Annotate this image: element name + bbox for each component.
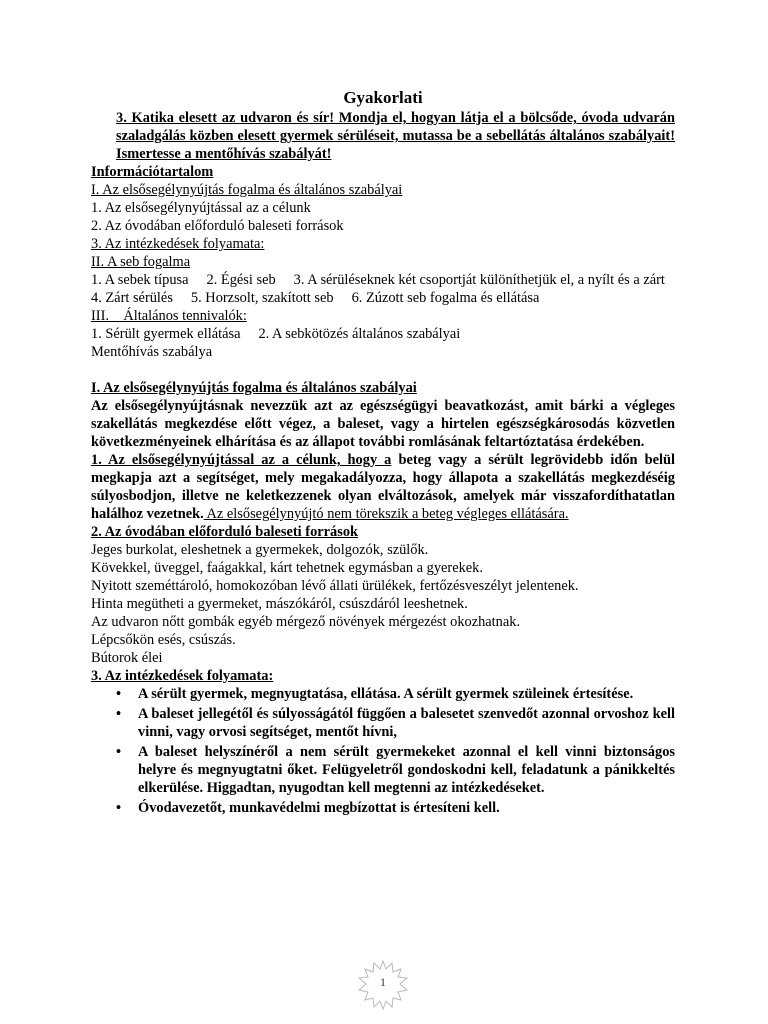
toc-section-2: II. A seb fogalma	[91, 254, 191, 270]
section-3-heading: 3. Az intézkedések folyamata:	[91, 668, 274, 684]
bullet-icon: •	[116, 800, 122, 816]
spacer	[91, 361, 675, 379]
hazard-line: Az udvaron nőtt gombák egyéb mérgező növények mérgezést okozhatnak.	[91, 614, 521, 630]
bullet-icon: •	[116, 686, 122, 702]
page-number-badge	[356, 958, 410, 1012]
hazard-line: Lépcsőkön esés, csúszás.	[91, 632, 236, 648]
page-number: 1	[380, 975, 386, 989]
toc-items-2b: 4. Zárt sérülés 5. Horzsolt, szakított seb 6. Zúzott seb fogalma és ellátása	[91, 290, 540, 306]
toc-item-3-3: Mentőhívás szabálya	[91, 344, 213, 360]
toc-items-3: 1. Sérült gyermek ellátása 2. A sebkötözés általános szabályai	[91, 326, 461, 342]
aim-paragraph	[91, 451, 675, 523]
hazard-line: Kövekkel, üveggel, faágakkal, kárt tehetnek egymásban a gyerekek.	[91, 560, 483, 576]
list-item: • Óvodavezetőt, munkavédelmi megbízottat is értesíteni kell.	[116, 800, 500, 816]
list-item: • A baleset jellegétől és súlyosságától függően a balesetet szenvedőt azonnal orvoshoz kell vinni, vagy orvosi segítséget, mentőt hívni,	[116, 706, 675, 740]
aim-tail: Az elsősegélynyújtó nem törekszik a beteg végleges ellátására.	[203, 506, 569, 522]
hazard-line: Bútorok élei	[91, 650, 163, 666]
toc-section-3: III. Általános tennivalók:	[91, 308, 247, 324]
page-title: Gyakorlati	[343, 88, 423, 107]
toc-items-2a: 1. A sebek típusa 2. Égési seb 3. A sérüléseknek két csoportját különíthetjük el, a nyílt és a zárt	[91, 272, 665, 288]
section-1-heading: I. Az elsősegélynyújtás fogalma és általános szabályai	[91, 380, 417, 396]
definition-paragraph: Az elsősegélynyújtásnak nevezzük azt az egészségügyi beavatkozást, amit bárki a végleges szakellátás megkezdése előtt végez, a baleset, vagy a hirtelen egészségkárosodás közvetlen következményeinek elhárítása és az állapot további romlásának feltartóztatása érdekében.	[91, 398, 675, 450]
aim-body: beteg vagy a sérült legrövidebb időn belül megkapja azt a segítséget, mely megakadályozza, hogy állapota a szakellátás megkezdéséig súlyosbodjon, illetve ne keletkezzenek olyan elváltozások, amelyek már visszafordíthatatlan halálhoz vezetnek.	[91, 452, 675, 522]
toc-heading: Információtartalom	[91, 164, 214, 180]
bullet-icon: •	[116, 706, 122, 722]
steps-list	[91, 685, 675, 817]
bullet-icon: •	[116, 744, 122, 760]
exam-question: 3. Katika elesett az udvaron és sír! Mondja el, hogyan látja el a bölcsőde, óvoda udvarán szaladgálás közben elesett gyermek sérüléseit, mutassa be a sebellátás általános szabályait! Ismertesse a mentőhívás szabályát!	[116, 110, 675, 162]
list-item: • A baleset helyszínéről a nem sérült gyermekeket azonnal el kell vinni biztonságos helyre és megnyugtatni őket. Felügyeletről gondoskodni kell, feladatunk a pánikkeltés elkerülése. Higgadtan, nyugodtan kell megtenni az intézkedéseket.	[116, 744, 675, 796]
hazard-line: Nyitott szeméttároló, homokozóban lévő állati ürülékek, fertőzésveszélyt jelentenek.	[91, 578, 579, 594]
hazard-line: Jeges burkolat, eleshetnek a gyermekek, dolgozók, szülők.	[91, 542, 429, 558]
toc-section-1: I. Az elsősegélynyújtás fogalma és általános szabályai	[91, 182, 403, 198]
hazard-line: Hinta megütheti a gyermeket, mászókáról, csúszdáról leeshetnek.	[91, 596, 468, 612]
toc-item-1-2: 2. Az óvodában előforduló baleseti források	[91, 218, 344, 234]
document-page	[91, 87, 675, 819]
list-item: • A sérült gyermek, megnyugtatása, ellátása. A sérült gyermek szüleinek értesítése.	[116, 686, 634, 702]
toc-item-1-3: 3. Az intézkedések folyamata:	[91, 236, 265, 252]
aim-lead: 1. Az elsősegélynyújtással az a célunk, hogy a	[91, 452, 392, 468]
section-2-heading: 2. Az óvodában előforduló baleseti források	[91, 524, 359, 540]
toc-item-1-1: 1. Az elsősegélynyújtással az a célunk	[91, 200, 311, 216]
